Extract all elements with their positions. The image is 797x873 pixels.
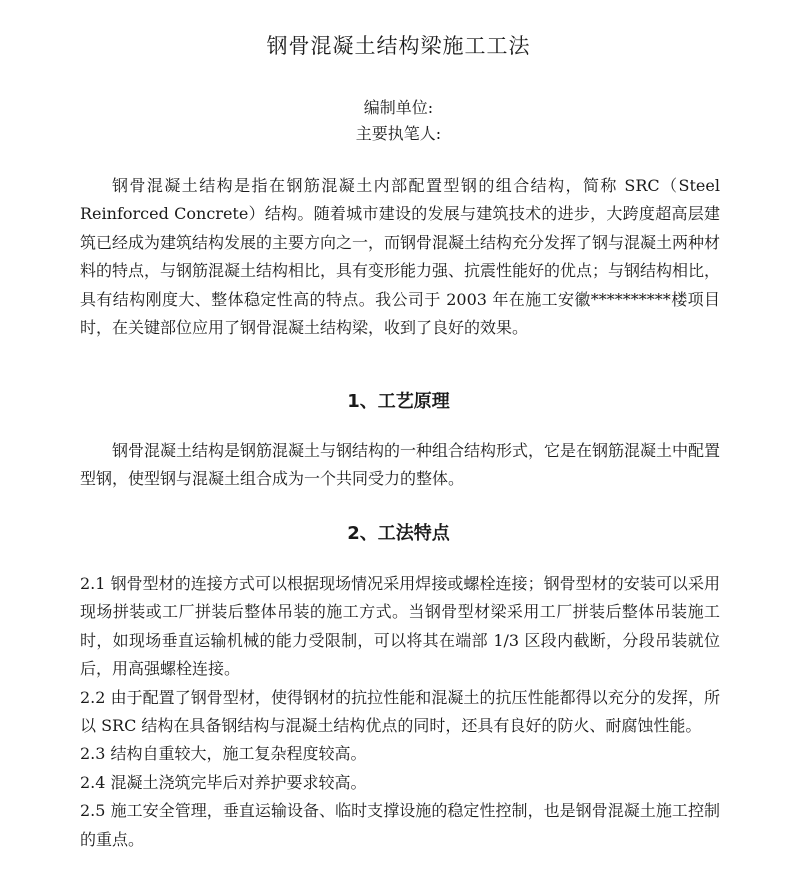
intro-paragraph: 钢骨混凝土结构是指在钢筋混凝土内部配置型钢的组合结构，简称 SRC（Steel Reinforced Concrete）结构。随着城市建设的发展与建筑技术的进步，大跨度超高层建筑已经成为建筑结构发展的主要方向之一，而钢骨混凝土结构充分发挥了钢与混凝土两种材料的特点，与钢筋混凝土结构相比，具有变形能力强、抗震性能好的优点；与钢结构相比，具有结构刚度大、整体稳定性高的特点。我公司于 2003 年在施工安徽**********楼项目时，在关键部位应用了钢骨混凝土结构梁，收到了良好的效果。 [80,176,721,338]
feature-item: 2.5 施工安全管理，垂直运输设备、临时支撑设施的稳定性控制，也是钢骨混凝土施工控制的重点。 [80,801,720,849]
section-heading-principle: 1、工艺原理 [347,391,450,412]
feature-item: 2.3 结构自重较大，施工复杂程度较高。 [80,744,367,764]
feature-item: 2.1 钢骨型材的连接方式可以根据现场情况采用焊接或螺栓连接；钢骨型材的安装可以采用现场拼装或工厂拼装后整体吊装的施工方式。当钢骨型材梁采用工厂拼装后整体吊装施工时，如现场垂直运输机械的能力受限制，可以将其在端部 1/3 区段内截断，分段吊装就位后，用高强螺栓连接。 [80,574,720,679]
section-heading-features: 2、工法特点 [347,523,450,544]
compiling-unit-label: 编制单位: [363,98,434,117]
principle-paragraph: 钢骨混凝土结构是钢筋混凝土与钢结构的一种组合结构形式，它是在钢筋混凝土中配置型钢，使型钢与混凝土组合成为一个共同受力的整体。 [80,441,721,489]
document-title: 钢骨混凝土结构梁施工工法 [266,34,531,58]
feature-item: 2.2 由于配置了钢骨型材，使得钢材的抗拉性能和混凝土的抗压性能都得以充分的发挥，所以 SRC 结构在具备钢结构与混凝土结构优点的同时，还具有良好的防火、耐腐蚀性能。 [80,687,720,736]
feature-item: 2.4 混凝土浇筑完毕后对养护要求较高。 [80,772,367,792]
main-author-label: 主要执笔人: [355,124,442,143]
features-list [80,570,720,854]
